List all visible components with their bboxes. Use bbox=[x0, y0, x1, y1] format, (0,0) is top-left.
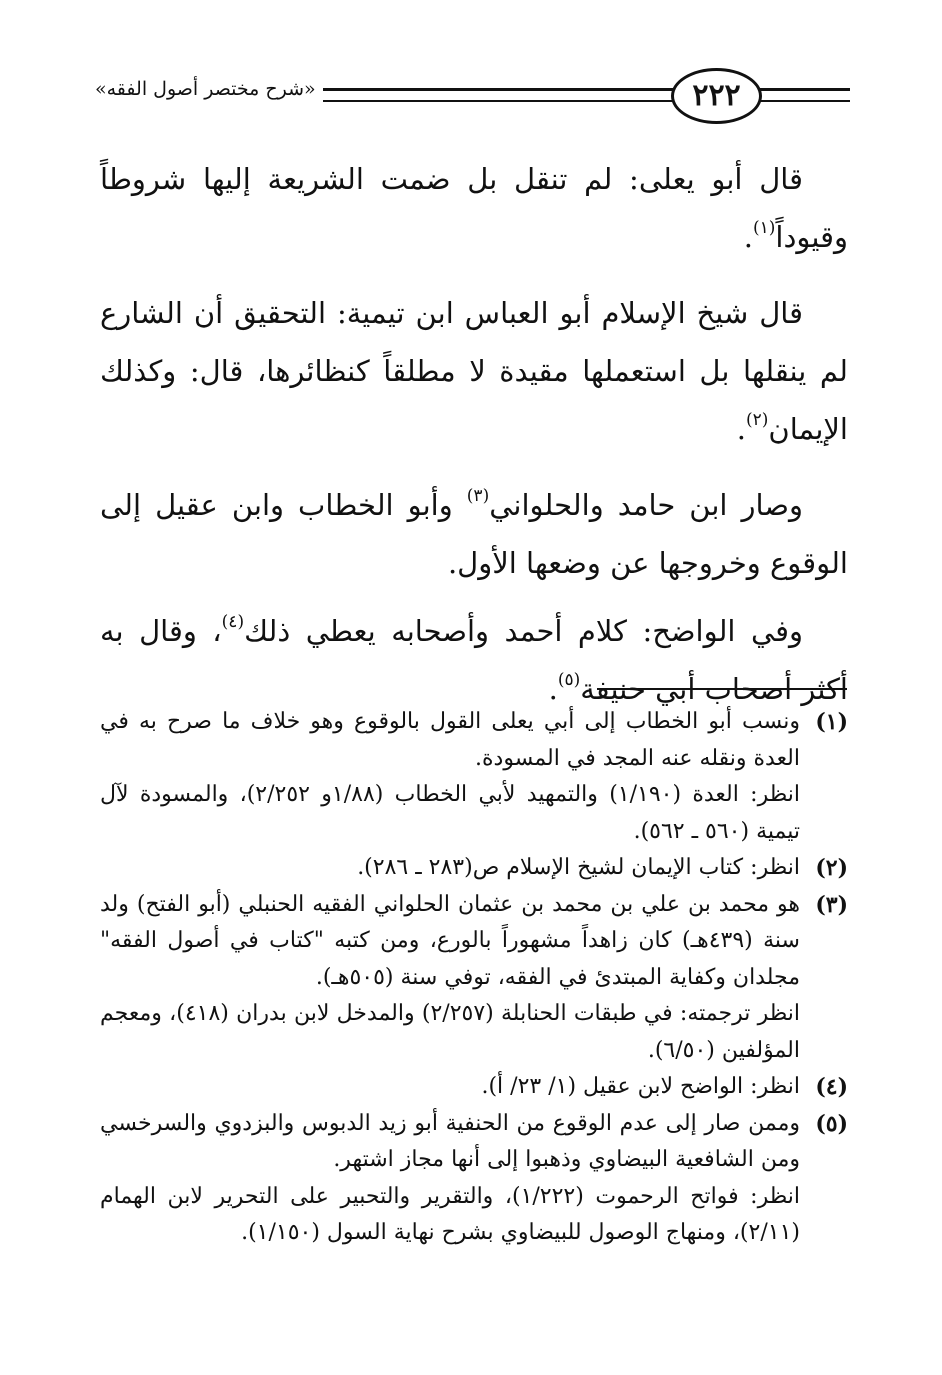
running-title: «شرح مختصر أصول الفقه» bbox=[95, 78, 316, 100]
header-rule-right bbox=[760, 88, 850, 102]
footnote-ref-1: (١) bbox=[753, 218, 776, 238]
footnote-text: وممن صار إلى عدم الوقوع من الحنفية أبو زيد الدبوس والبزدوي والسرخسي ومن الشافعية البيضاوي وذهبوا إلى أنها مجاز اشتهر. bbox=[100, 1110, 800, 1172]
footnote-text: انظر: الواضح لابن عقيل (١/ ٢٣/ أ). bbox=[481, 1074, 800, 1099]
paragraph-4 bbox=[100, 602, 848, 718]
footnote-text: انظر: العدة (١/١٩٠) والتمهيد لأبي الخطاب (١/٨٨و ٢/٢٥٢)، والمسودة لآل تيمية (٥٦٠ ـ ٥٦٢). bbox=[100, 782, 800, 844]
footnote-number: (٤) bbox=[815, 1074, 848, 1100]
paragraph-2-text: قال شيخ الإسلام أبو العباس ابن تيمية: التحقيق أن الشارع لم ينقلها بل استعملها مقيدة لا مطلقاً كنظائرها، قال: وكذلك الإيمان bbox=[100, 296, 848, 446]
footnote-separator bbox=[597, 688, 847, 690]
paragraph-2-end: . bbox=[736, 412, 746, 446]
footnote-number: (٣) bbox=[815, 891, 848, 918]
footnote-text: انظر ترجمته: في طبقات الحنابلة (٢/٢٥٧) والمدخل لابن بدران (٤١٨)، ومعجم المؤلفين (٦/٥٠). bbox=[100, 1001, 801, 1063]
footnote-ref-3: (٣) bbox=[466, 486, 490, 506]
footnote-number: (٥) bbox=[815, 1110, 848, 1137]
paragraph-1 bbox=[100, 150, 848, 266]
footnote-4 bbox=[100, 1069, 848, 1106]
footnote-text: هو محمد بن علي بن محمد بن عثمان الحلواني الفقيه الحنبلي (أبو الفتح) ولد سنة (٤٣٩هـ) كان زاهداً مشهوراً بالورع، ومن كتبه "كتاب في أصول الفقه" مجلدان وكفاية المبتدئ في الفقه، توفي سنة (٥٠٥هـ). bbox=[100, 891, 800, 990]
footnotes bbox=[100, 704, 848, 1252]
footnote-text: انظر: كتاب الإيمان لشيخ الإسلام ص(٢٨٣ ـ ٢٨٦). bbox=[357, 855, 800, 880]
footnote-text: ونسب أبو الخطاب إلى أبي يعلى القول بالوقوع وهو خلاف ما صرح به في العدة ونقله عنه المجد في المسودة. bbox=[100, 709, 800, 771]
page-number bbox=[671, 68, 762, 124]
paragraph-3-text-a: وصار ابن حامد والحلواني bbox=[489, 488, 803, 522]
footnote-ref-5: (٥) bbox=[557, 670, 581, 690]
paragraph-3-text-b: وأبو الخطاب وابن عقيل إلى الوقوع وخروجها عن وضعها الأول. bbox=[100, 488, 848, 580]
paragraph-2 bbox=[100, 284, 848, 458]
paragraph-4-end: . bbox=[548, 672, 558, 706]
page-header bbox=[95, 66, 850, 124]
footnote-text: انظر: فواتح الرحموت (١/٢٢٢)، والتقرير والتحبير على التحرير لابن الهمام (٢/١١)، ومنهاج الوصول للبيضاوي بشرح نهاية السول (١/١٥٠). bbox=[100, 1183, 801, 1245]
paragraph-4-text-a: وفي الواضح: كلام أحمد وأصحابه يعطي ذلك bbox=[244, 614, 803, 648]
footnote-ref-4: (٤) bbox=[221, 612, 245, 632]
paragraph-4-text-b: ، وقال به أكثر أصحاب أبي حنيفة bbox=[100, 614, 848, 706]
footnote-5 bbox=[100, 1106, 848, 1252]
paragraph-1-end: . bbox=[743, 220, 753, 254]
page-number-text: ٢٢٢ bbox=[692, 78, 741, 113]
main-text bbox=[100, 150, 848, 728]
footnote-3 bbox=[100, 887, 848, 1070]
paragraph-1-text: قال أبو يعلى: لم تنقل بل ضمت الشريعة إليها شروطاً وقيوداً bbox=[100, 162, 848, 254]
footnote-number: (١) bbox=[815, 709, 848, 735]
footnote-2 bbox=[100, 850, 848, 887]
paragraph-3 bbox=[100, 476, 848, 592]
footnote-1 bbox=[100, 704, 848, 850]
footnote-ref-2: (٢) bbox=[746, 410, 769, 430]
footnote-number: (٢) bbox=[815, 855, 848, 881]
header-rule-left bbox=[323, 88, 683, 102]
